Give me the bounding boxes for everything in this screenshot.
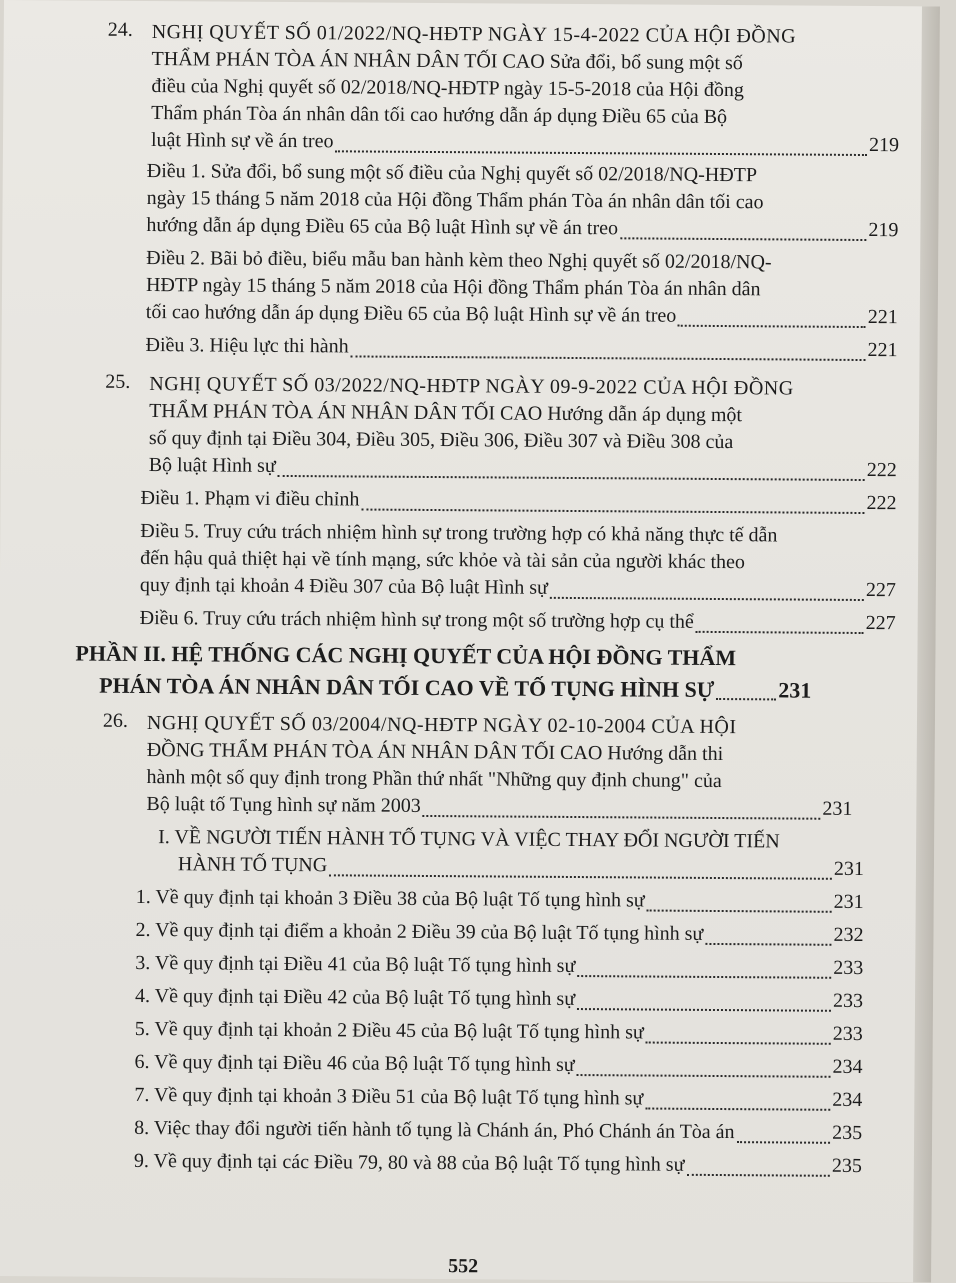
page-ref: 235: [832, 1121, 863, 1145]
sub-line: Điều 5. Truy cứu trách nhiệm hình sự trong trường hợp có khả năng thực tế dẫn: [140, 519, 778, 547]
dot-leader: [686, 1159, 830, 1176]
section-heading: [158, 824, 864, 883]
list-item: 6. Về quy định tại Điều 46 của Bộ luật Tố tụng hình sự 234: [134, 1049, 862, 1081]
sub-last-line: tối cao hướng dẫn áp dụng Điều 65 của Bộ luật Hình sự về án treo 221: [146, 299, 898, 331]
toc-entry-24: [61, 18, 899, 364]
sub-line: đến hậu quả thiệt hại về tính mạng, sức khỏe và tài sản của người khác theo: [140, 546, 746, 574]
entry-line: THẨM PHÁN TÒA ÁN NHÂN DÂN TỐI CAO Sửa đổi, bổ sung một số: [151, 48, 743, 75]
entry-line: NGHỊ QUYẾT SỐ 01/2022/NQ-HĐTP NGÀY 15-4-2022 CỦA HỘI ĐỒNG: [151, 21, 797, 48]
dot-leader: [647, 895, 832, 912]
list-item: 5. Về quy định tại khoản 2 Điều 45 của Bộ luật Tố tụng hình sự 233: [135, 1016, 863, 1048]
part-heading-line: PHẦN II. HỆ THỐNG CÁC NGHỊ QUYẾT CỦA HỘI ĐỒNG THẨM: [75, 640, 737, 671]
list-item: 8. Việc thay đổi người tiến hành tố tụng là Chánh án, Phó Chánh án Tòa án 235: [134, 1115, 862, 1147]
page-edge: [913, 6, 940, 1282]
list-item: 3. Về quy định tại Điều 41 của Bộ luật Tố tụng hình sự 233: [135, 950, 863, 982]
page-ref: 234: [832, 1088, 863, 1112]
page-ref: 221: [867, 339, 898, 362]
dot-leader: [577, 1060, 831, 1078]
toc-entry-26: [56, 709, 895, 1180]
sub-last-line: Điều 6. Truy cứu trách nhiệm hình sự trong một số trường hợp cụ thể 227: [140, 605, 896, 637]
entry-last-line: Bộ luật tố Tụng hình sự năm 2003 231: [146, 791, 852, 823]
sub-line: Điều 2. Bãi bỏ điều, biểu mẫu ban hành kèm theo Nghị quyết số 02/2018/NQ-: [146, 246, 772, 274]
entry-line: NGHỊ QUYẾT SỐ 03/2004/NQ-HĐTP NGÀY 02-10-2004 CỦA HỘI: [146, 712, 737, 739]
page-ref: 231: [778, 677, 812, 703]
page-ref: 219: [868, 219, 899, 242]
dot-leader: [361, 494, 864, 514]
list-item: 4. Về quy định tại Điều 42 của Bộ luật Tố tụng hình sự 233: [135, 983, 863, 1015]
page-ref: 231: [833, 857, 865, 881]
page-ref: 227: [865, 579, 896, 602]
entry-number: 26.: [102, 709, 129, 732]
entry-line: hành một số quy định trong Phần thứ nhất "Những quy định chung" của: [146, 766, 722, 793]
dot-leader: [577, 961, 831, 979]
page-ref: 234: [832, 1055, 863, 1079]
dot-leader: [550, 582, 864, 600]
list-item: 2. Về quy định tại điểm a khoản 2 Điều 39 của Bộ luật Tố tụng hình sự 232: [135, 917, 863, 949]
page-ref: 233: [832, 1022, 863, 1046]
dot-leader: [646, 1027, 831, 1044]
sub-last-line: Điều 1. Phạm vi điều chỉnh 222: [140, 485, 896, 517]
page-ref: 231: [833, 890, 864, 914]
list-item: 7. Về quy định tại khoản 3 Điều 51 của Bộ luật Tố tụng hình sự 234: [134, 1082, 862, 1114]
page-ref: 233: [833, 956, 864, 980]
dot-leader: [620, 223, 866, 241]
page-ref: 221: [867, 306, 898, 329]
page-ref: 227: [865, 612, 896, 635]
dot-leader: [335, 136, 867, 156]
entry-line: ĐỒNG THẨM PHÁN TÒA ÁN NHÂN DÂN TỐI CAO Hướng dẫn thi: [146, 739, 724, 766]
entry-last-line: Bộ luật Hình sự 222: [149, 452, 897, 484]
page-ref: 232: [833, 923, 864, 947]
list-item: 1. Về quy định tại khoản 3 Điều 38 của Bộ luật Tố tụng hình sự 231: [136, 884, 864, 916]
section-line: I. VỀ NGƯỜI TIẾN HÀNH TỐ TỤNG VÀ VIỆC THAY ĐỔI NGƯỜI TIẾN: [158, 826, 780, 853]
dot-leader: [329, 860, 832, 880]
dot-leader: [577, 994, 831, 1012]
entry-line: Thẩm phán Tòa án nhân dân tối cao hướng dẫn áp dụng Điều 65 của Bộ: [151, 102, 728, 129]
page-number: 552: [448, 1255, 479, 1278]
dot-leader: [278, 460, 865, 480]
page-ref: 231: [822, 797, 853, 820]
dot-leader: [351, 341, 866, 361]
dot-leader: [645, 1093, 830, 1110]
dot-leader: [705, 928, 831, 945]
sub-last-line: Điều 3. Hiệu lực thi hành 221: [145, 332, 897, 364]
entry-number: 24.: [107, 18, 133, 41]
dot-leader: [423, 800, 821, 819]
toc-entry-25: [60, 370, 898, 637]
page-ref: 233: [832, 989, 864, 1013]
sub-line: Điều 1. Sửa đổi, bổ sung một số điều của Nghị quyết số 02/2018/NQ-HĐTP: [146, 160, 758, 187]
dot-leader: [696, 616, 864, 633]
dot-leader: [737, 1127, 831, 1144]
dot-leader: [716, 684, 776, 700]
sub-last-line: hướng dẫn áp dụng Điều 65 của Bộ luật Hình sự về án treo 219: [146, 212, 898, 244]
entry-last-line: luật Hình sự về án treo 219: [151, 127, 899, 159]
dot-leader: [678, 310, 866, 327]
sub-last-line: quy định tại khoản 4 Điều 307 của Bộ luật Hình sự 227: [140, 572, 896, 604]
page-ref: 235: [831, 1154, 862, 1178]
section-last-line: HÀNH TỐ TỤNG 231: [178, 851, 864, 883]
entry-number: 25.: [105, 370, 131, 393]
entry-line: THẨM PHÁN TÒA ÁN NHÂN DÂN TỐI CAO Hướng dẫn áp dụng một: [149, 400, 743, 427]
list-item: 9. Về quy định tại các Điều 79, 80 và 88 của Bộ luật Tố tụng hình sự 235: [134, 1148, 862, 1180]
page-ref: 222: [866, 459, 897, 482]
entry-line: số quy định tại Điều 304, Điều 305, Điều 306, Điều 307 và Điều 308 của: [148, 427, 734, 454]
page-ref: 222: [866, 492, 897, 515]
page-ref: 219: [868, 134, 900, 157]
sub-line: HĐTP ngày 15 tháng 5 năm 2018 của Hội đồng Thẩm phán Tòa án nhân dân: [145, 273, 761, 301]
entry-line: NGHỊ QUYẾT SỐ 03/2022/NQ-HĐTP NGÀY 09-9-2022 CỦA HỘI ĐỒNG: [149, 373, 794, 400]
entry-line: điều của Nghị quyết số 02/2018/NQ-HĐTP ngày 15-5-2018 của Hội đồng: [151, 75, 744, 102]
part-heading: [75, 638, 895, 708]
part-heading-last-line: PHÁN TÒA ÁN NHÂN DÂN TỐI CAO VỀ TỐ TỤNG HÌNH SỰ 231: [99, 670, 845, 707]
sub-line: ngày 15 tháng 5 năm 2018 của Hội đồng Thẩm phán Tòa án nhân dân tối cao: [146, 187, 764, 214]
item-list: [134, 884, 864, 1180]
